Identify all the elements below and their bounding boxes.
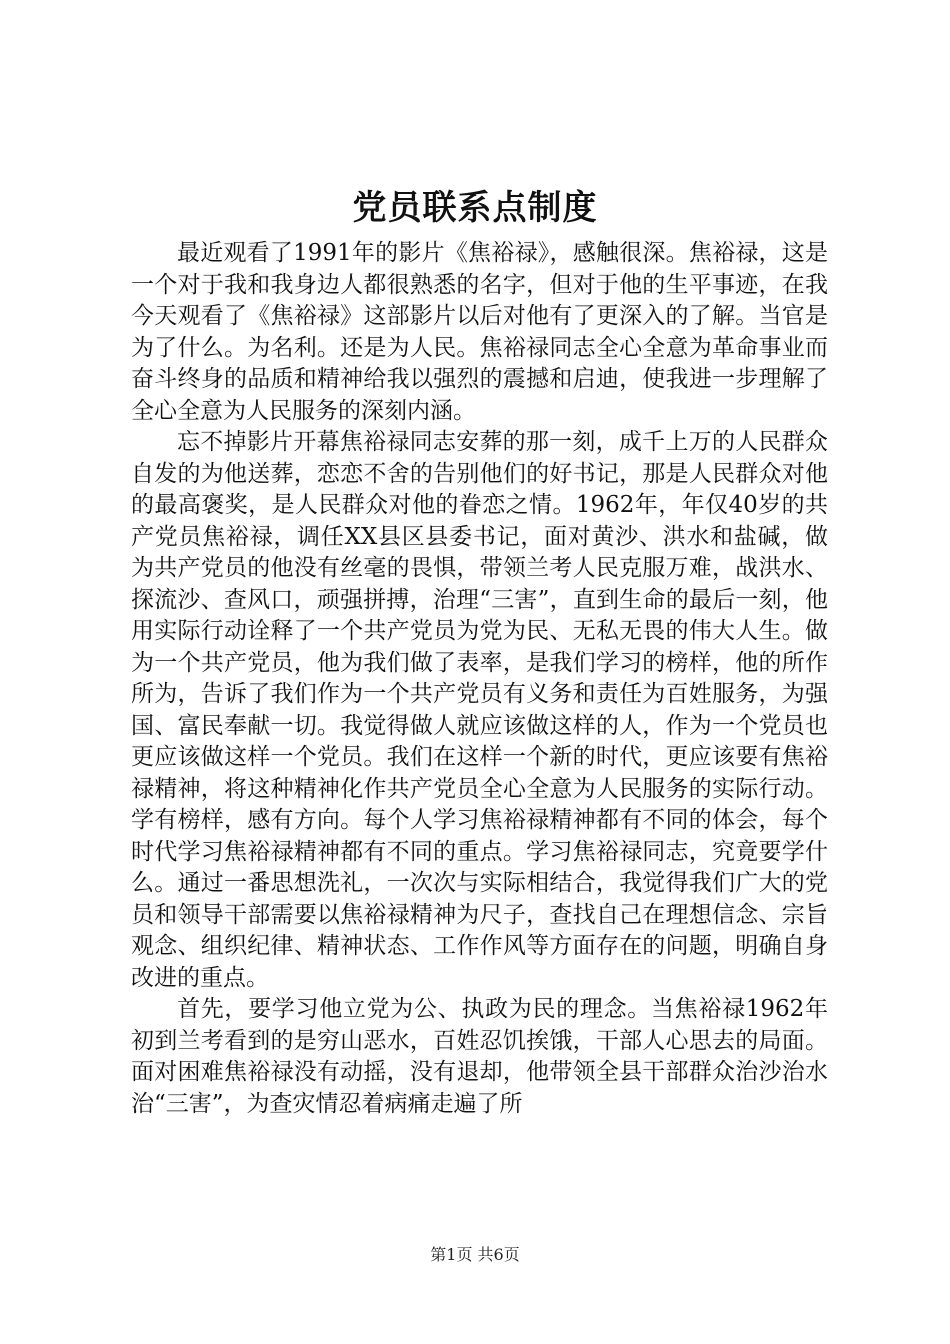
page-number: 第1页 共6页 (430, 1245, 520, 1264)
document-body (131, 238, 828, 1120)
paragraph-2: 忘不掉影片开幕焦裕禄同志安葬的那一刻，成千上万的人民群众自发的为他送葬，恋恋不舍的告别他们的好书记，那是人民群众对他的最高褒奖，是人民群众对他的眷恋之情。1962年，年仅40岁的共产党员焦裕禄，调任XX县区县委书记，面对黄沙、洪水和盐碱，做为共产党员的他没有丝毫的畏惧，带领兰考人民克服万难，战洪水、探流沙、查风口，顽强拼搏，治理“三害”，直到生命的最后一刻，他用实际行动诠释了一个共产党员为党为民、无私无畏的伟大人生。做为一个共产党员，他为我们做了表率，是我们学习的榜样，他的所作所为，告诉了我们作为一个共产党员有义务和责任为百姓服务，为强国、富民奉献一切。我觉得做人就应该做这样的人，作为一个党员也更应该做这样一个党员。我们在这样一个新的时代，更应该要有焦裕禄精神，将这种精神化作共产党员全心全意为人民服务的实际行动。学有榜样，感有方向。每个人学习焦裕禄精神都有不同的体会，每个时代学习焦裕禄精神都有不同的重点。学习焦裕禄同志，究竟要学什么。通过一番思想洗礼，一次次与实际相结合，我觉得我们广大的党员和领导干部需要以焦裕禄精神为尺子，查找自己在理想信念、宗旨观念、组织纪律、精神状态、工作作风等方面存在的问题，明确自身改进的重点。 (131, 429, 828, 991)
paragraph-3: 首先，要学习他立党为公、执政为民的理念。当焦裕禄1962年初到兰考看到的是穷山恶水，百姓忍饥挨饿，干部人心思去的局面。面对困难焦裕禄没有动摇，没有退却，他带领全县干部群众治沙治水治“三害”，为查灾情忍着病痛走遍了所 (131, 996, 828, 1117)
page-footer (0, 1245, 950, 1265)
document-title: 党员联系点制度 (352, 188, 598, 228)
paragraph-1: 最近观看了1991年的影片《焦裕禄》，感触很深。焦裕禄，这是一个对于我和我身边人都很熟悉的名字，但对于他的生平事迹，在我今天观看了《焦裕禄》这部影片以后对他有了更深入的了解。当官是为了什么。为名利。还是为人民。焦裕禄同志全心全意为革命事业而奋斗终身的品质和精神给我以强烈的震撼和启迪，使我进一步理解了全心全意为人民服务的深刻内涵。 (131, 240, 828, 424)
